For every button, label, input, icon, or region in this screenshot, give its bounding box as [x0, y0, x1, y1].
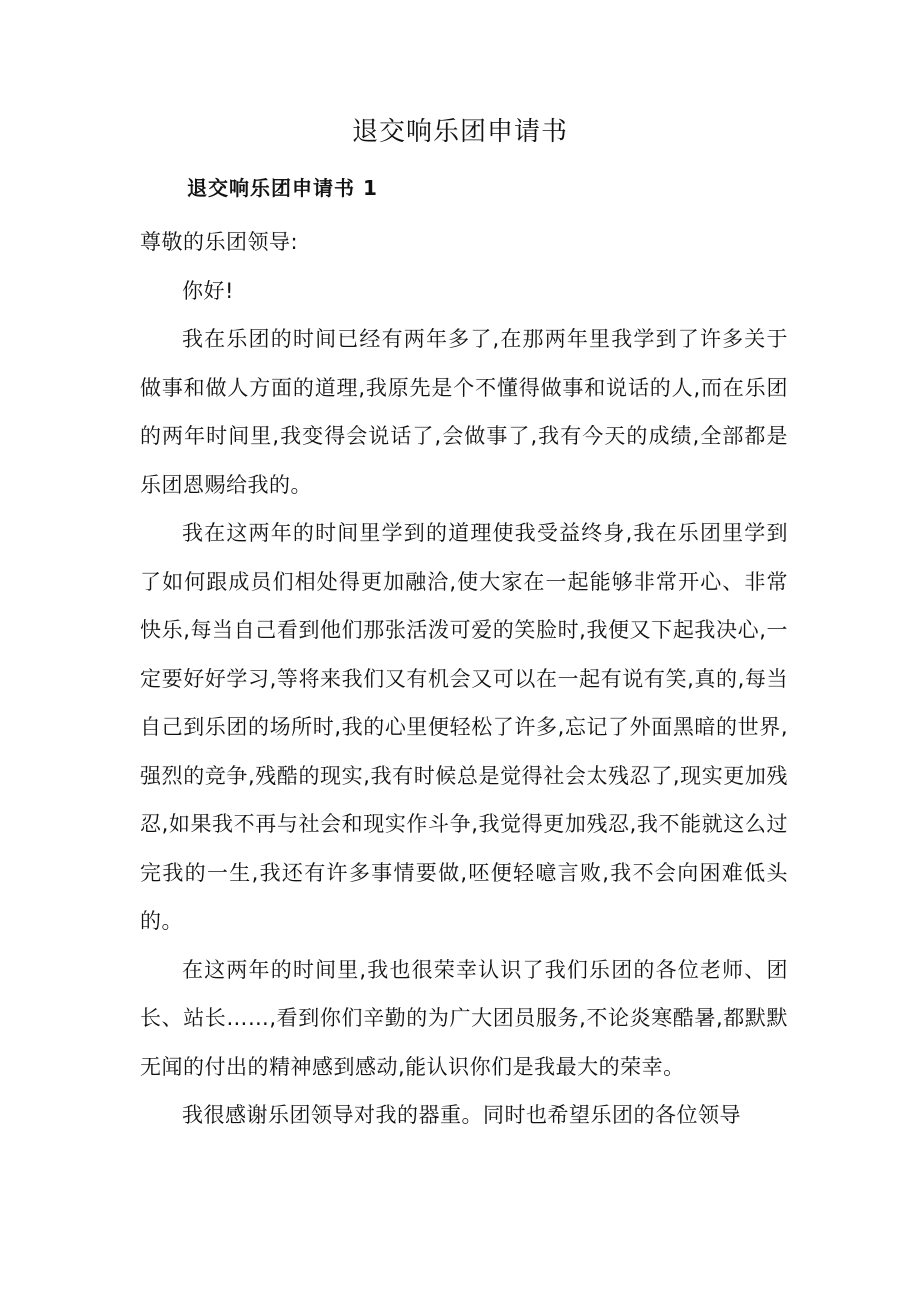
paragraph-1: 我在乐团的时间已经有两年多了,在那两年里我学到了许多关于做事和做人方面的道理,我原先是个不懂得做事和说话的人,而在乐团的两年时间里,我变得会说话了,会做事了,我有今天的成绩,全部都是乐团恩赐给我的。 — [140, 327, 788, 497]
greeting: 你好! — [182, 278, 234, 303]
document-title: 退交响乐团申请书 — [351, 117, 568, 147]
paragraph-2: 我在这两年的时间里学到的道理使我受益终身,我在乐团里学到了如何跟成员们相处得更加融洽,使大家在一起能够非常开心、非常快乐,每当自己看到他们那张活泼可爱的笑脸时,我便又下起我决心,一定要好好学习,等将来我们又有机会又可以在一起有说有笑,真的,每当自己到乐团的场所时,我的心里便轻松了许多,忘记了外面黑暗的世界,强烈的竞争,残酷的现实,我有时候总是觉得社会太残忍了,现实更加残忍,如果我不再与社会和现实作斗争,我觉得更加残忍,我不能就这么过完我的一生,我还有许多事情要做,呸便轻噫言败,我不会向困难低头的。 — [140, 521, 788, 933]
paragraph-4: 我很感谢乐团领导对我的器重。同时也希望乐团的各位领导 — [182, 1103, 741, 1127]
section-heading: 退交响乐团申请书 1 — [187, 176, 378, 200]
salutation: 尊敬的乐团领导: — [140, 230, 299, 254]
document-body — [140, 218, 788, 1140]
paragraph-3: 在这两年的时间里,我也很荣幸认识了我们乐团的各位老师、团长、站长……,看到你们辛勤的为广大团员服务,不论炎寒酷暑,都默默无闻的付出的精神感到感动,能认识你们是我最大的荣幸。 — [140, 957, 788, 1079]
